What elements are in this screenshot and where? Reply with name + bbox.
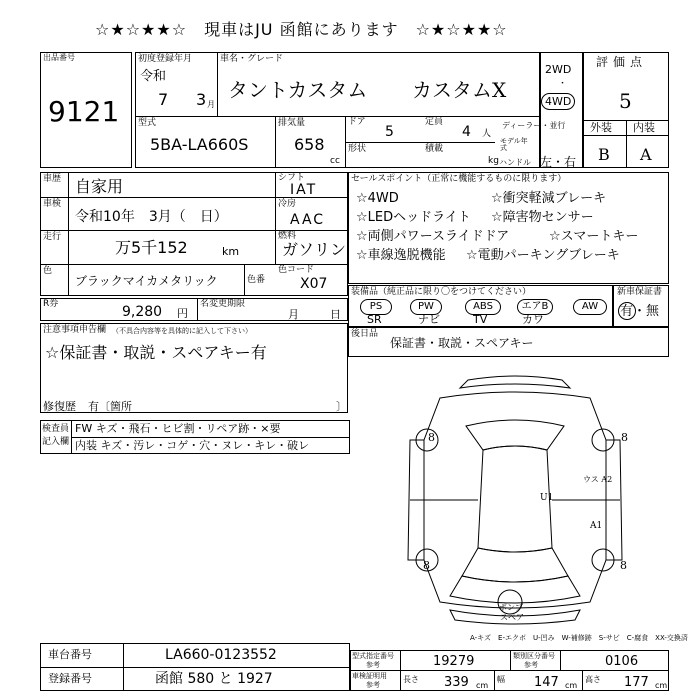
notes-label: 注意事項申告欄 (43, 325, 107, 335)
score-label: 評価点 (596, 55, 648, 69)
inspection-label: 車検 (43, 199, 62, 209)
damage-legend: A-キズ E-エクボ U-凹み W-補修跡 S-サビ C-腐食 XX-交換済 (470, 634, 688, 642)
width-unit: cm (565, 681, 578, 690)
designation-value: 19279 (433, 654, 475, 669)
length-label: 長さ (403, 675, 419, 684)
displacement-label: 排気量 (278, 118, 306, 128)
repair-label: 修復歴 (43, 400, 76, 413)
color-no-label: 色番 (247, 275, 266, 285)
shift-label: シフト (278, 173, 306, 183)
mileage-unit: km (222, 245, 240, 258)
drive-dot: ・ (558, 79, 568, 89)
sales-point-6: ☆スマートキー (549, 229, 639, 244)
designation-label: 型式指定番号 (352, 652, 394, 660)
damage-mark-1: 8 (428, 431, 435, 444)
warranty-label: 新車保証書 (617, 287, 663, 297)
sales-point-3: ☆LEDヘッドライト (356, 210, 471, 225)
sales-point-1: ☆4WD (356, 191, 399, 206)
exterior-label: 外装 (590, 121, 612, 134)
deadline-day: 日 (330, 308, 341, 321)
repair-value: 有〔箇所 (88, 400, 132, 413)
sales-point-2: ☆衝突軽減ブレーキ (491, 191, 607, 206)
height-value: 177 (624, 675, 649, 690)
spare-note: ポンプ (499, 603, 523, 612)
dealer-label: ディーラー・並行 (502, 121, 566, 130)
handle-label: ハンドル (499, 158, 531, 167)
dimensions-label: 車検証明用 (352, 672, 387, 680)
dimensions-sub: 参考 (366, 681, 380, 689)
lot-number: 9121 (48, 95, 120, 128)
sales-points-box (348, 172, 669, 284)
score-value: 5 (619, 89, 632, 113)
length-value: 339 (444, 675, 469, 690)
history-label: 車歴 (43, 174, 62, 184)
registration-era: 令和 (140, 69, 167, 84)
recycle-label: R券 (43, 299, 59, 309)
handle-value: 左・右 (540, 155, 577, 169)
later-items-label: 後日品 (351, 329, 379, 339)
aircon-label: 冷房 (278, 199, 297, 209)
damage-mark-2: 8 (621, 431, 628, 444)
doors-value: 5 (385, 124, 394, 140)
load-label: 積載 (425, 144, 444, 154)
color-value: ブラックマイカメタリック (75, 274, 218, 288)
damage-mark-7: A1 (590, 521, 603, 531)
equipment-aw: AW (573, 299, 607, 315)
registration-year: 7 (158, 90, 169, 109)
width-value: 147 (534, 675, 559, 690)
rear-bumper (460, 376, 570, 388)
chassis-label: 車台番号 (48, 648, 92, 661)
drive-4wd-circled: 4WD (541, 93, 575, 110)
drive-2wd: 2WD (545, 63, 572, 76)
recycle-box (40, 298, 348, 321)
recycle-unit: 円 (177, 307, 188, 320)
registration-month-unit: 月 (207, 100, 215, 109)
car-damage-diagram (380, 370, 650, 630)
inspector-row-2: 内装 キズ・汚レ・コゲ・穴・ヌレ・キレ・破レ (75, 439, 310, 452)
registration-label: 初度登録年月 (138, 54, 193, 64)
equipment-ps: PS (360, 299, 392, 315)
registration-month: 3 (196, 90, 207, 109)
color-label: 色 (43, 266, 53, 276)
capacity-label: 定員 (425, 117, 444, 127)
inspection-value: 令和10年 3月（ 日） (75, 209, 228, 225)
recycle-value: 9,280 (122, 304, 163, 320)
capacity-value: 4 (462, 124, 471, 140)
warranty-circle (617, 300, 637, 322)
rear-window (466, 420, 564, 450)
designation-sub: 参考 (366, 661, 380, 669)
damage-mark-4: 8 (620, 559, 627, 572)
equipment-navi: ナビ (418, 313, 440, 326)
interior-score: A (640, 145, 652, 164)
windshield (462, 548, 568, 582)
fuel-label: 燃料 (278, 231, 297, 241)
lot-label: 出品番号 (43, 53, 75, 62)
hood (450, 576, 580, 603)
equipment-airbag: エアB (517, 299, 553, 315)
length-unit: cm (476, 681, 489, 690)
damage-mark-6: U1 (540, 493, 554, 503)
deadline-label: 名変更期限 (200, 299, 246, 309)
shape-label: 形状 (348, 144, 367, 154)
notes-value: ☆保証書・取説・スペアキー有 (45, 343, 267, 362)
header-banner: ☆★☆★★☆ 現車はJU 函館にあります ☆★☆★★☆ (95, 20, 508, 39)
notes-box (40, 323, 348, 413)
damage-mark-5: ウス A2 (583, 475, 613, 484)
equipment-abs: ABS (465, 299, 501, 315)
plate-label: 登録番号 (48, 672, 92, 685)
interior-label: 内装 (633, 121, 655, 134)
later-items-value: 保証書・取説・スペアキー (390, 336, 534, 350)
car-name-label: 車名・グレード (220, 54, 284, 64)
classification-label: 類別区分番号 (513, 652, 555, 660)
capacity-unit: 人 (482, 129, 492, 139)
warranty-value: 有・無 (620, 304, 660, 319)
classification-value: 0106 (605, 654, 639, 669)
height-unit: cm (655, 681, 668, 690)
equipment-leather: カワ (522, 313, 544, 326)
equipment-sr: SR (367, 313, 382, 326)
exterior-score: B (598, 145, 610, 164)
car-grade: カスタムX (412, 78, 507, 102)
sales-point-7: ☆車線逸脱機能 (356, 248, 446, 263)
model-value: 5BA-LA660S (150, 135, 249, 154)
sales-point-5: ☆両側パワースライドドア (356, 229, 510, 244)
inspector-label-2: 記入欄 (42, 437, 70, 447)
damage-mark-3: 8 (423, 559, 430, 572)
history-value: 自家用 (75, 177, 124, 196)
aircon-value: AAC (290, 212, 326, 228)
inspector-label-1: 検査員 (42, 424, 70, 434)
height-label: 高さ (585, 675, 601, 684)
width-label: 幅 (497, 675, 505, 684)
spare-label: スペア (500, 613, 524, 622)
car-name: タントカスタム (228, 78, 368, 102)
shift-value: IAT (290, 182, 318, 198)
color-code-label: 色コード (278, 265, 315, 275)
fuel-value: ガソリン (282, 240, 347, 259)
equipment-pw: PW (410, 299, 442, 315)
deadline-month: 月 (288, 308, 299, 321)
repair-close: 〕 (336, 400, 347, 413)
plate-value: 函館 580 と 1927 (155, 671, 273, 687)
sales-point-8: ☆電動パーキングブレーキ (466, 248, 620, 263)
notes-sublabel: （不具合内容等を具体的に記入して下さい） (112, 327, 252, 335)
mileage-label: 走行 (43, 232, 62, 242)
equipment-label: 装備品（純正品に限り〇をつけてください） (351, 287, 532, 297)
model-label: 型式 (138, 118, 157, 128)
model-year-label: モデル年式 (500, 137, 528, 152)
sales-points-label: セールスポイント（正常に機能するものに限ります） (351, 174, 567, 184)
doors-label: ドア (348, 117, 366, 127)
displacement-unit: cc (330, 156, 340, 166)
inspector-row-1: FW キズ・飛石・ヒビ割・リペア跡・×要 (75, 422, 281, 435)
equipment-tv: TV (473, 313, 488, 326)
classification-sub: 参考 (524, 661, 538, 669)
chassis-value: LA660-0123552 (165, 647, 277, 663)
color-code: X07 (300, 276, 328, 292)
mileage-value: 万5千152 (115, 238, 188, 257)
load-unit: kg (488, 156, 499, 166)
displacement-value: 658 (294, 135, 325, 154)
sales-point-4: ☆障害物センサー (491, 210, 594, 225)
